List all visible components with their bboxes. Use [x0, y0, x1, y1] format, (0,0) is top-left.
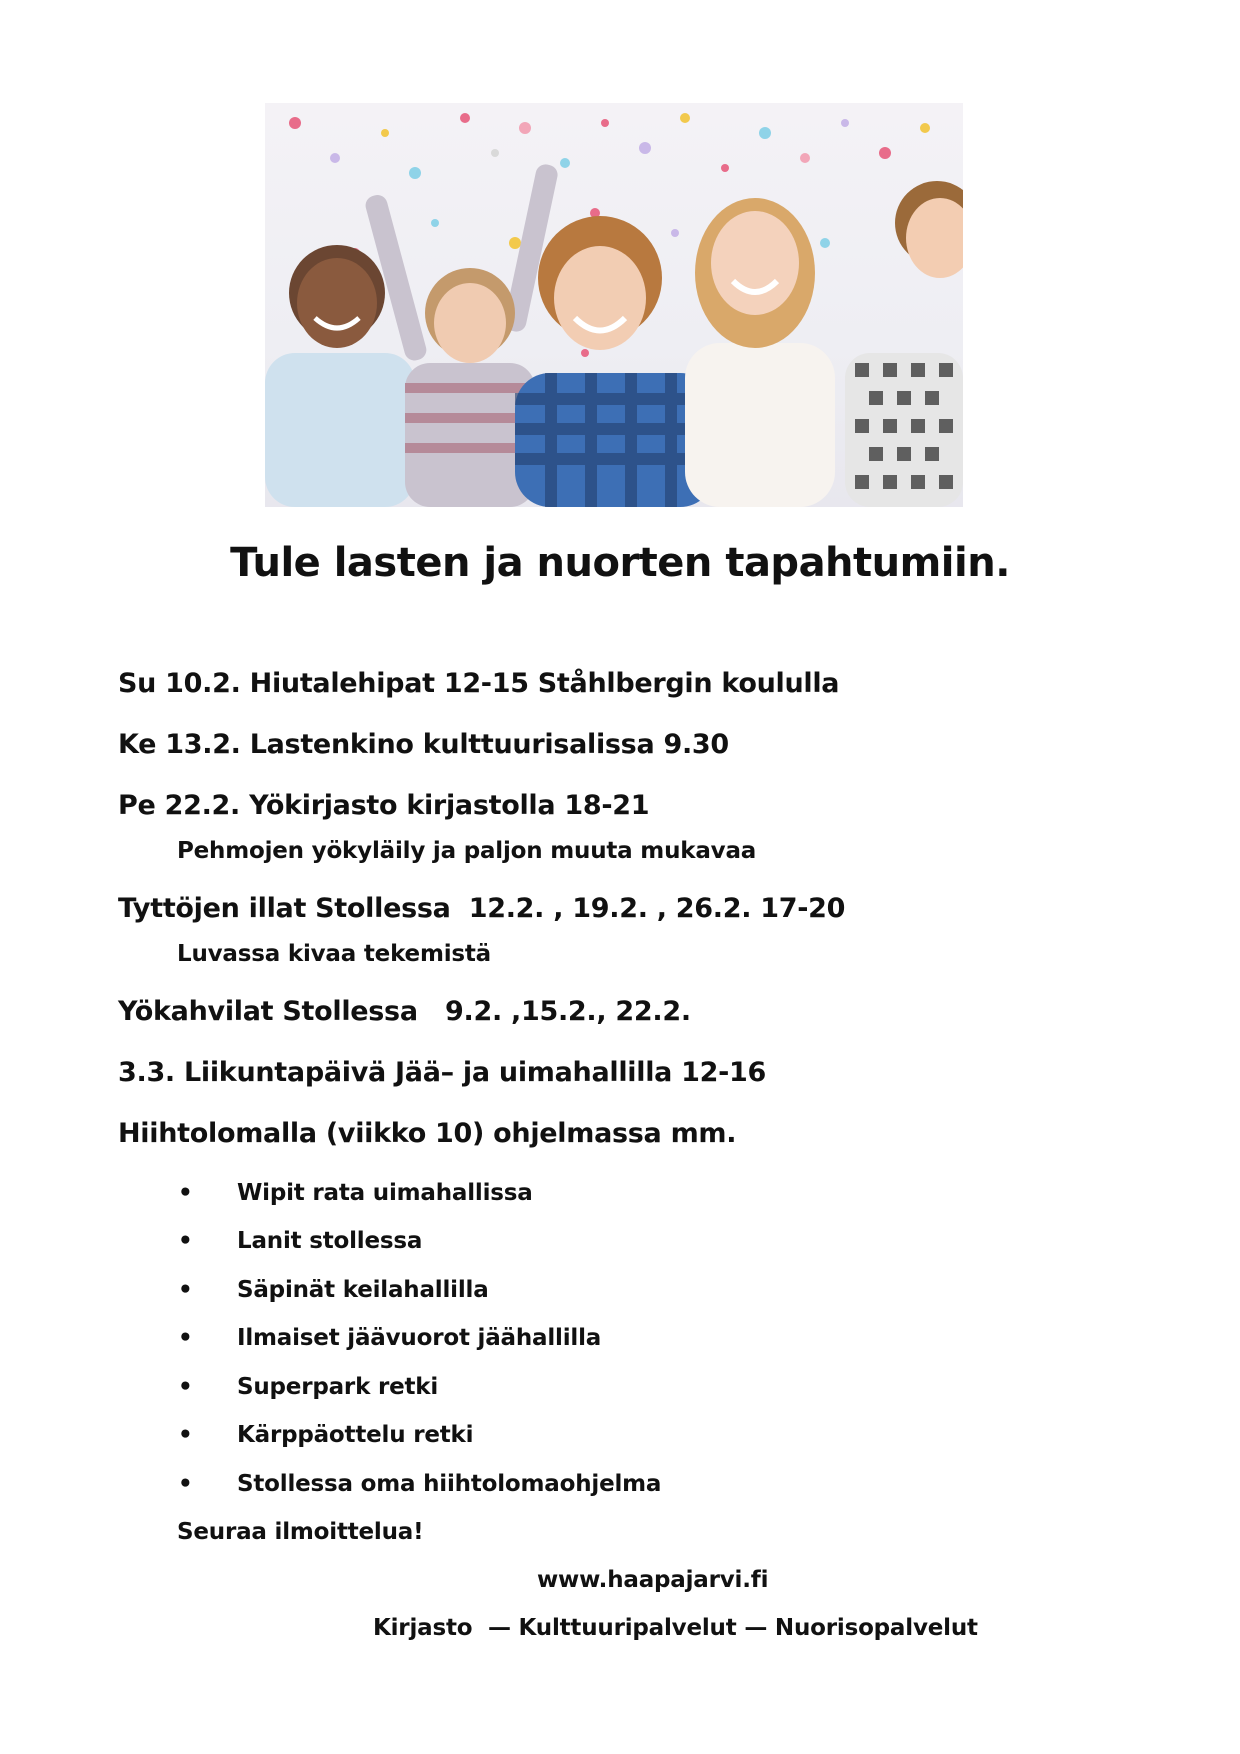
list-item: Kärppäottelu retki — [237, 1422, 474, 1448]
list-item: Stollessa oma hiihtolomaohjelma — [237, 1471, 662, 1497]
hero-photo — [265, 103, 963, 507]
children-confetti-illustration — [265, 103, 963, 507]
event-line: Tyttöjen illat Stollessa 12.2. , 19.2. , 26.2. 17-20 — [118, 893, 846, 924]
website-link[interactable]: www.haapajarvi.fi — [537, 1567, 769, 1593]
bullet-icon: • — [178, 1180, 193, 1206]
event-line: Ke 13.2. Lastenkino kulttuurisalissa 9.30 — [118, 729, 729, 760]
bullet-icon: • — [178, 1228, 193, 1254]
bullet-icon: • — [178, 1325, 193, 1351]
event-line: Su 10.2. Hiutalehipat 12-15 Ståhlbergin koululla — [118, 668, 840, 699]
child-blonde — [685, 198, 835, 507]
follow-note: Seuraa ilmoittelua! — [177, 1519, 424, 1545]
list-item: Superpark retki — [237, 1374, 439, 1400]
event-line: 3.3. Liikuntapäivä Jää– ja uimahallilla 12-16 — [118, 1057, 767, 1088]
departments-line: Kirjasto — Kulttuuripalvelut — Nuorisopalvelut — [373, 1615, 978, 1641]
bullet-icon: • — [178, 1277, 193, 1303]
page-title: Tule lasten ja nuorten tapahtumiin. — [230, 540, 1010, 586]
event-line: Pe 22.2. Yökirjasto kirjastolla 18-21 — [118, 790, 650, 821]
event-note: Pehmojen yökyläily ja paljon muuta mukavaa — [177, 838, 757, 864]
bullet-icon: • — [178, 1422, 193, 1448]
bullet-icon: • — [178, 1471, 193, 1497]
list-item: Ilmaiset jäävuorot jäähallilla — [237, 1325, 602, 1351]
list-item: Säpinät keilahallilla — [237, 1277, 489, 1303]
event-line: Hiihtolomalla (viikko 10) ohjelmassa mm. — [118, 1118, 737, 1149]
event-note: Luvassa kivaa tekemistä — [177, 941, 491, 967]
child-right — [845, 181, 963, 507]
list-item: Wipit rata uimahallissa — [237, 1180, 533, 1206]
list-item: Lanit stollessa — [237, 1228, 423, 1254]
event-line: Yökahvilat Stollessa 9.2. ,15.2., 22.2. — [118, 996, 691, 1027]
bullet-icon: • — [178, 1374, 193, 1400]
